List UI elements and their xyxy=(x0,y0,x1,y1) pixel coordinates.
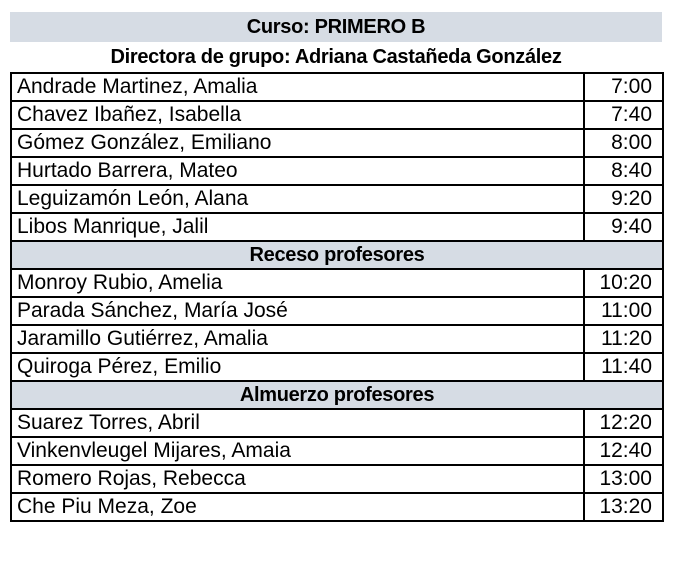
course-title: Curso: PRIMERO B xyxy=(10,12,662,42)
table-row xyxy=(11,409,663,437)
student-name-cell[interactable]: Quiroga Pérez, Emilio xyxy=(11,353,584,381)
table-row xyxy=(11,101,663,129)
time-cell[interactable]: 9:40 xyxy=(584,213,663,241)
time-cell[interactable]: 13:00 xyxy=(584,465,663,493)
student-name-cell[interactable]: Gómez González, Emiliano xyxy=(11,129,584,157)
time-cell[interactable]: 8:00 xyxy=(584,129,663,157)
student-name-cell[interactable]: Andrade Martinez, Amalia xyxy=(11,73,584,101)
time-cell[interactable]: 12:20 xyxy=(584,409,663,437)
student-name-cell[interactable]: Che Piu Meza, Zoe xyxy=(11,493,584,521)
table-row xyxy=(11,129,663,157)
time-cell[interactable]: 11:20 xyxy=(584,325,663,353)
schedule-body xyxy=(11,73,663,521)
student-name-cell[interactable]: Leguizamón León, Alana xyxy=(11,185,584,213)
table-row xyxy=(11,353,663,381)
time-cell[interactable]: 11:00 xyxy=(584,297,663,325)
time-cell[interactable]: 7:00 xyxy=(584,73,663,101)
time-cell[interactable]: 8:40 xyxy=(584,157,663,185)
time-cell[interactable]: 9:20 xyxy=(584,185,663,213)
director-title: Directora de grupo: Adriana Castañeda González xyxy=(10,42,662,72)
student-name-cell[interactable]: Vinkenvleugel Mijares, Amaia xyxy=(11,437,584,465)
table-row xyxy=(11,325,663,353)
table-row xyxy=(11,493,663,521)
schedule-sheet xyxy=(10,12,662,522)
table-row xyxy=(11,465,663,493)
time-cell[interactable]: 13:20 xyxy=(584,493,663,521)
table-row xyxy=(11,73,663,101)
student-name-cell[interactable]: Jaramillo Gutiérrez, Amalia xyxy=(11,325,584,353)
time-cell[interactable]: 11:40 xyxy=(584,353,663,381)
student-name-cell[interactable]: Chavez Ibañez, Isabella xyxy=(11,101,584,129)
section-label: Receso profesores xyxy=(11,241,663,269)
section-header-row xyxy=(11,381,663,409)
time-cell[interactable]: 12:40 xyxy=(584,437,663,465)
student-name-cell[interactable]: Romero Rojas, Rebecca xyxy=(11,465,584,493)
student-name-cell[interactable]: Libos Manrique, Jalil xyxy=(11,213,584,241)
table-row xyxy=(11,437,663,465)
table-row xyxy=(11,157,663,185)
student-name-cell[interactable]: Monroy Rubio, Amelia xyxy=(11,269,584,297)
table-row xyxy=(11,297,663,325)
section-label: Almuerzo profesores xyxy=(11,381,663,409)
section-header-row xyxy=(11,241,663,269)
table-row xyxy=(11,213,663,241)
time-cell[interactable]: 7:40 xyxy=(584,101,663,129)
table-row xyxy=(11,269,663,297)
student-name-cell[interactable]: Suarez Torres, Abril xyxy=(11,409,584,437)
time-cell[interactable]: 10:20 xyxy=(584,269,663,297)
table-row xyxy=(11,185,663,213)
schedule-table xyxy=(10,72,664,522)
student-name-cell[interactable]: Parada Sánchez, María José xyxy=(11,297,584,325)
student-name-cell[interactable]: Hurtado Barrera, Mateo xyxy=(11,157,584,185)
